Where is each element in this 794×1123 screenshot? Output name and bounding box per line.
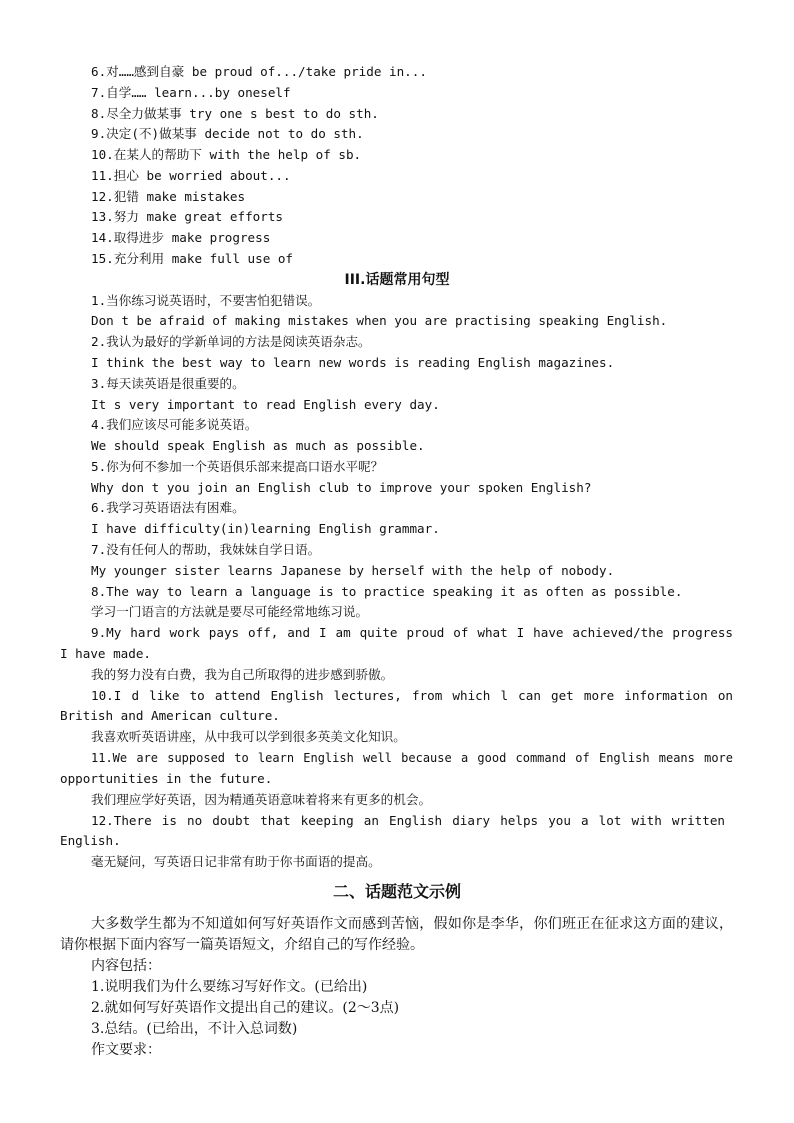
phrase-item-15: 15.充分利用 make full use of	[91, 251, 294, 266]
sentence-1-chinese: 1.当你练习说英语时，不要害怕犯错误。	[91, 293, 321, 308]
phrase-item-14: 14.取得进步 make progress	[91, 230, 271, 245]
phrase-item-10: 10.在某人的帮助下 with the help of sb.	[91, 147, 362, 162]
sentence-10-english-line2: British and American culture.	[60, 708, 280, 723]
sentence-6-chinese: 6.我学习英语语法有困难。	[91, 500, 245, 515]
section-title-sentence-patterns: III.话题常用句型	[344, 272, 450, 288]
sentence-10-english-line1: 10.I d like to attend English lectures, from which l can get more information on	[91, 688, 733, 703]
sentence-4-english: We should speak English as much as possible.	[91, 438, 425, 453]
task-item-1: 1.说明我们为什么要练习写好作文。(已给出)	[91, 979, 368, 995]
sentence-3-chinese: 3.每天读英语是很重要的。	[91, 376, 245, 391]
sentence-9-chinese: 我的努力没有白费，我为自己所取得的进步感到骄傲。	[91, 667, 394, 682]
phrase-item-12: 12.犯错 make mistakes	[91, 189, 246, 204]
sentence-8-chinese: 学习一门语言的方法就是要尽可能经常地练习说。	[91, 604, 369, 619]
sentence-7-chinese: 7.没有任何人的帮助，我妹妹自学日语。	[91, 542, 321, 557]
phrase-item-13: 13.努力 make great efforts	[91, 209, 283, 224]
sentence-3-english: It s very important to read English every day.	[91, 397, 440, 412]
sentence-5-english: Why don t you join an English club to improve your spoken English?	[91, 480, 592, 495]
task-item-2: 2.就如何写好英语作文提出自己的建议。(2～3点)	[91, 1000, 400, 1016]
sentence-9-english-line1: 9.My hard work pays off, and I am quite proud of what I have achieved/the progress	[91, 625, 733, 640]
sentence-12-chinese: 毫无疑问，写英语日记非常有助于你书面语的提高。	[91, 854, 381, 869]
phrase-item-9: 9.决定(不)做某事 decide not to do sth.	[91, 126, 364, 141]
sentence-5-chinese: 5.你为何不参加一个英语俱乐部来提高口语水平呢？	[91, 459, 384, 474]
phrase-item-8: 8.尽全力做某事 try one s best to do sth.	[91, 106, 379, 121]
sentence-2-chinese: 2.我认为最好的学新单词的方法是阅读英语杂志。	[91, 334, 371, 349]
sentence-11-english-line2: opportunities in the future.	[60, 771, 273, 786]
task-requirements-label: 作文要求：	[91, 1042, 161, 1058]
sentence-1-english: Don t be afraid of making mistakes when you are practising speaking English.	[91, 313, 668, 328]
phrase-item-7: 7.自学…… learn...by oneself	[91, 85, 291, 100]
sentence-7-english: My younger sister learns Japanese by herself with the help of nobody.	[91, 563, 615, 578]
sentence-8-english: 8.The way to learn a language is to practice speaking it as often as possible.	[91, 584, 683, 599]
sentence-12-english-line2: English.	[60, 833, 121, 848]
phrase-item-11: 11.担心 be worried about...	[91, 168, 291, 183]
sentence-2-english: I think the best way to learn new words is reading English magazines.	[91, 355, 615, 370]
task-intro-paragraph: 大多数学生都为不知道如何写好英语作文而感到苦恼，假如你是李华，你们班正在征求这方面的建议，请你根据下面内容写一篇英语短文，介绍自己的写作经验。	[60, 916, 733, 953]
sentence-11-chinese: 我们理应学好英语，因为精通英语意味着将来有更多的机会。	[91, 792, 432, 807]
sentence-12-english-line1: 12.There is no doubt that keeping an English diary helps you a lot with written	[91, 813, 725, 828]
task-content-label: 内容包括：	[91, 958, 161, 974]
sentence-4-chinese: 4.我们应该尽可能多说英语。	[91, 417, 258, 432]
sentence-6-english: I have difficulty(in)learning English grammar.	[91, 521, 440, 536]
section-title-sample-essay: 二、话题范文示例	[332, 882, 461, 901]
phrase-item-6: 6.对……感到自豪 be proud of.../take pride in...	[91, 64, 427, 79]
sentence-11-english-line1: 11.We are supposed to learn English well because a good command of English means more	[91, 751, 733, 765]
sentence-9-english-line2: I have made.	[60, 646, 151, 661]
sentence-10-chinese: 我喜欢听英语讲座，从中我可以学到很多英美文化知识。	[91, 729, 406, 744]
task-item-3: 3.总结。(已给出，不计入总词数)	[91, 1021, 298, 1037]
